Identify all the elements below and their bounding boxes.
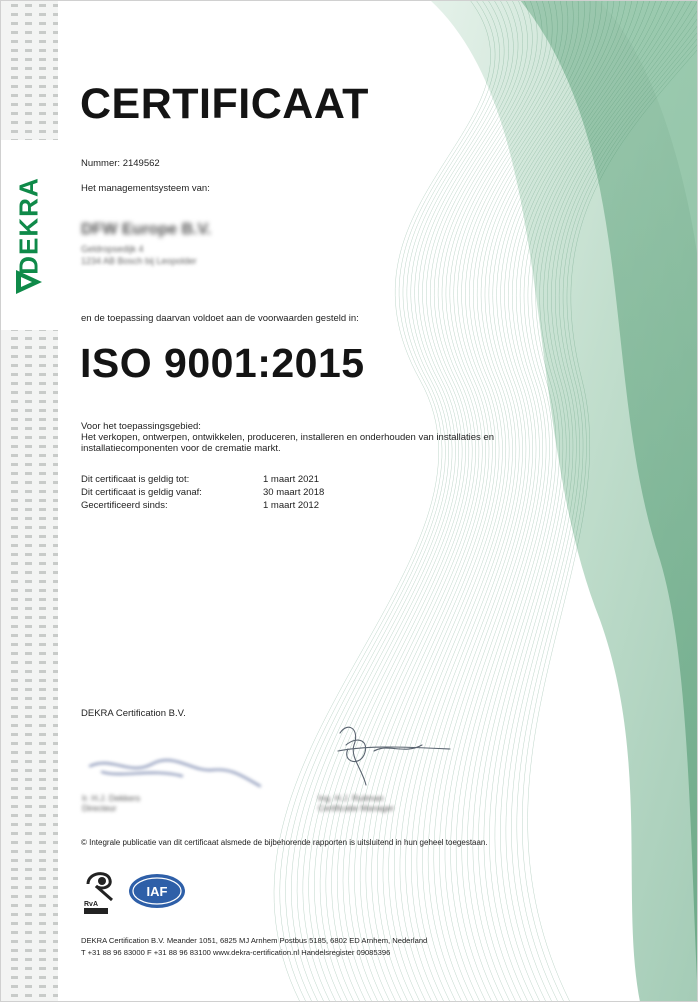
management-system-label: Het managementsysteem van: — [81, 183, 210, 194]
date-label: Gecertificeerd sinds: — [81, 500, 168, 511]
certificate-title: CERTIFICAAT — [80, 80, 369, 128]
signatory-right-role: Certificatie Manager — [318, 803, 395, 813]
company-address-line2: 1234 AB Bosch bij Leopolder — [81, 256, 197, 266]
date-value: 1 maart 2012 — [263, 500, 319, 511]
signature-right — [318, 715, 458, 795]
signature-left — [82, 752, 272, 792]
scope-label: Voor het toepassingsgebied: — [81, 421, 201, 432]
scope-line2: installatiecomponenten voor de crematie markt. — [81, 443, 281, 454]
standard-name: ISO 9001:2015 — [80, 340, 365, 386]
date-row-valid-until — [81, 474, 401, 487]
signatory-left-name: Ir. H.J. Dekkers — [82, 793, 141, 803]
company-address-line1: Geldropsedijk 4 — [81, 244, 144, 254]
iaf-logo-text: IAF — [146, 884, 168, 899]
signatory-right — [318, 793, 394, 813]
validity-dates — [81, 474, 401, 513]
date-row-certified-since — [81, 500, 401, 513]
footer-line2: T +31 88 96 83000 F +31 88 96 83100 www.dekra-certification.nl Handelsregister 09085396 — [81, 948, 391, 957]
scope-block — [81, 421, 621, 454]
scope-line1: Het verkopen, ontwerpen, ontwikkelen, produceren, installeren en onderhouden van installaties en — [81, 432, 494, 443]
rva-accreditation-logo — [82, 866, 126, 916]
date-row-valid-from — [81, 487, 401, 500]
date-value: 30 maart 2018 — [263, 487, 325, 498]
date-label: Dit certificaat is geldig tot: — [81, 474, 190, 485]
date-label: Dit certificaat is geldig vanaf: — [81, 487, 202, 498]
publication-disclaimer: © Integrale publicatie van dit certificaat alsmede de bijbehorende rapporten is uitsluitend in hun geheel toegestaan. — [81, 838, 488, 847]
brand-logo-text: DEKRA — [13, 177, 44, 275]
date-value: 1 maart 2021 — [263, 474, 319, 485]
compliance-statement: en de toepassing daarvan voldoet aan de voorwaarden gesteld in: — [81, 313, 359, 324]
signatory-left-role: Directeur — [82, 803, 117, 813]
signatory-left — [82, 793, 140, 813]
svg-text:RvA: RvA — [84, 901, 99, 908]
iaf-logo — [127, 872, 187, 910]
issuer-name: DEKRA Certification B.V. — [81, 708, 186, 719]
signatory-right-name: Ing. H.J. Ruitman — [318, 793, 384, 803]
company-name: DFW Europe B.V. — [81, 221, 212, 238]
footer-address — [81, 935, 427, 959]
certificate-number: Nummer: 2149562 — [81, 158, 160, 169]
footer-line1: DEKRA Certification B.V. Meander 1051, 6825 MJ Arnhem Postbus 5185, 6802 ED Arnhem, Nederland — [81, 936, 428, 945]
